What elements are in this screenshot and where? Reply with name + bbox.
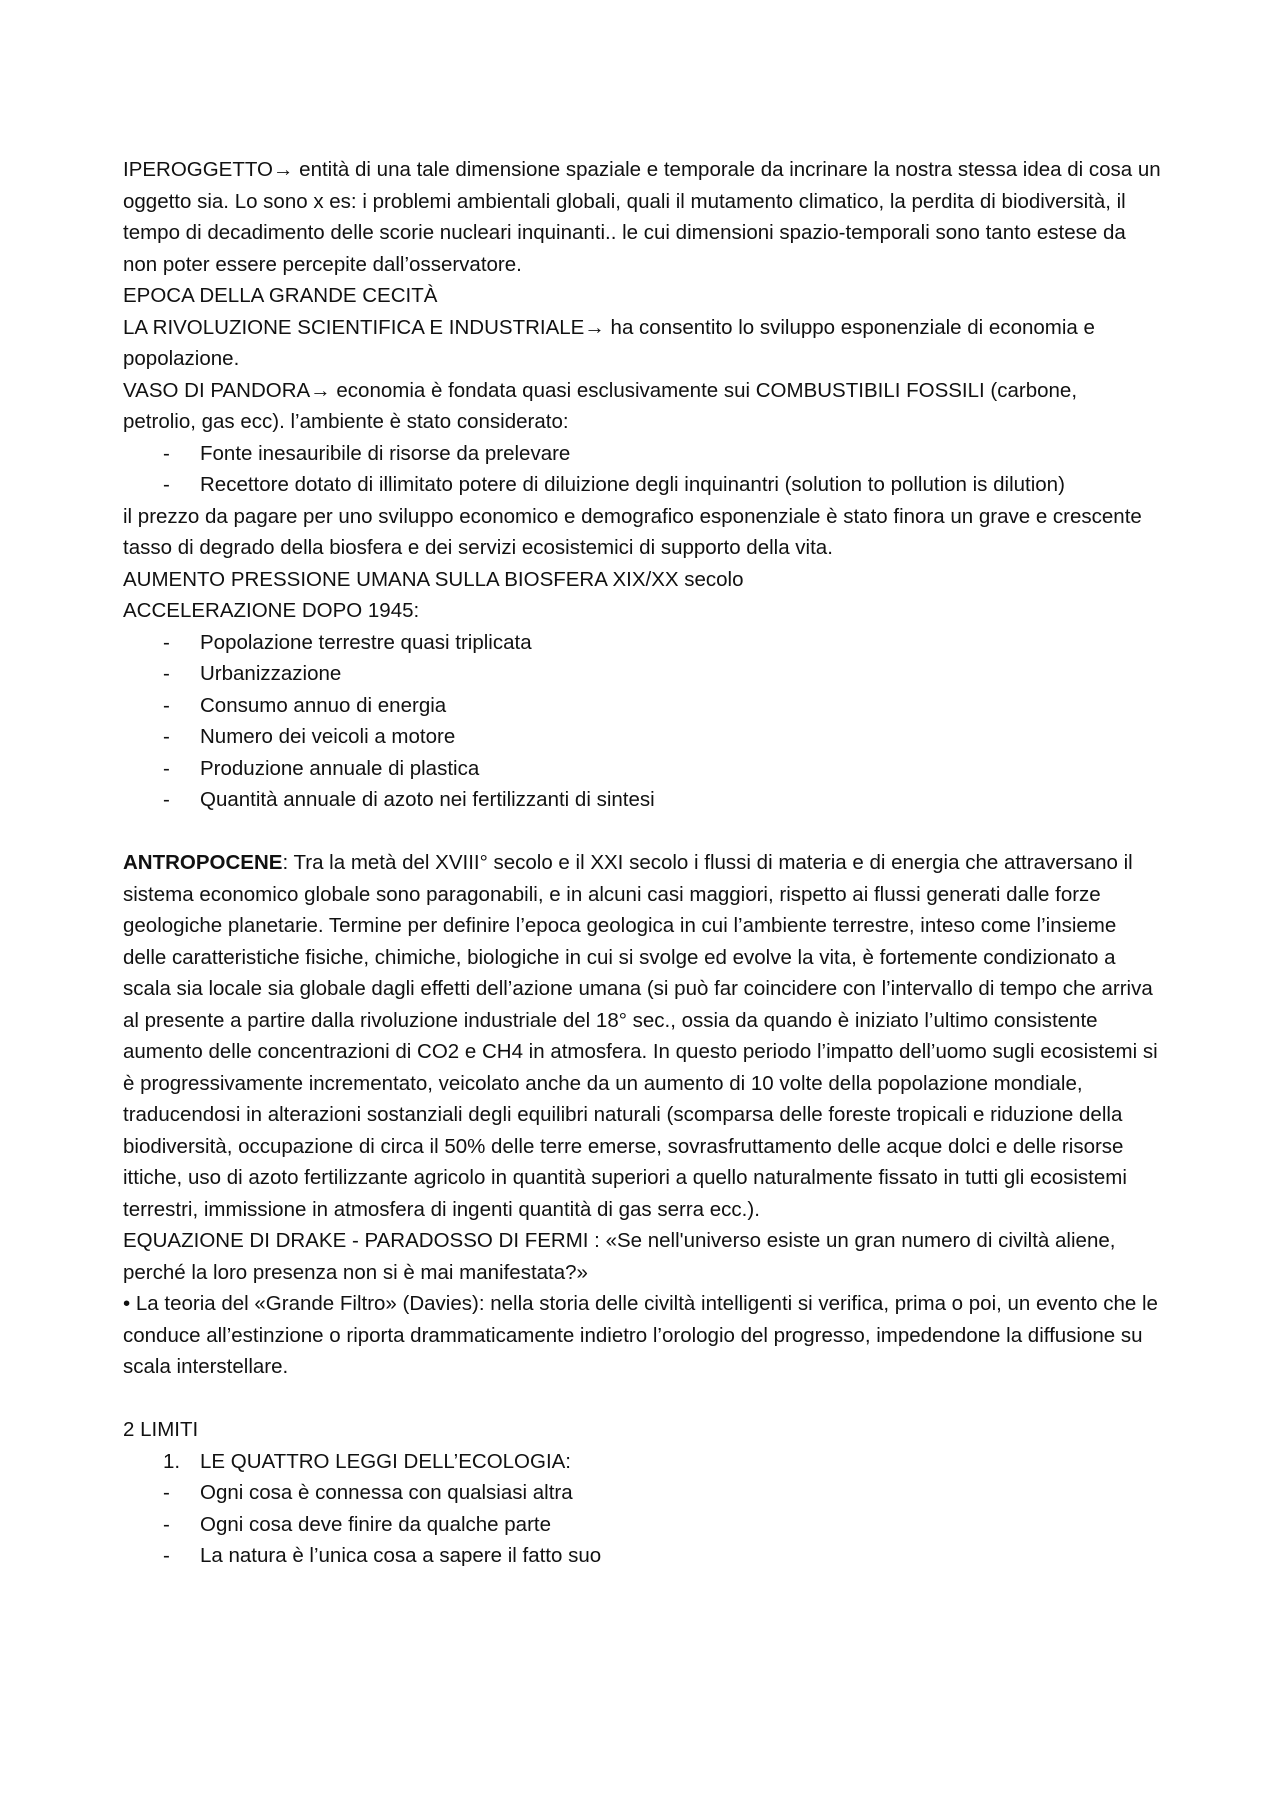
list-item-text: Fonte inesauribile di risorse da prelevare [200,441,571,465]
list-item-text: Ogni cosa deve finire da qualche parte [200,1512,552,1536]
list-item-text: Popolazione terrestre quasi triplicata [200,630,532,654]
paragraph-drake-fermi: EQUAZIONE DI DRAKE - PARADOSSO DI FERMI : «Se nell'universo esiste un gran numero di civiltà aliene, perché la loro presenza non si è mai manifestata?» [123,1229,1116,1284]
paragraph-rivoluzione [123,312,1123,375]
paragraph-iperoggetto [123,154,1163,280]
dash-bullet: - [163,756,170,780]
list-number: 1. [163,1449,181,1473]
list-item [123,438,1163,470]
list-item [123,1509,1163,1541]
list-item-text: LE QUATTRO LEGGI DELL’ECOLOGIA: [200,1449,572,1473]
vaso-pandora-definition: economia è fondata quasi esclusivamente sui COMBUSTIBILI FOSSILI (carbone, petrolio, gas ecc). l’ambiente è stato considerato: [123,378,1078,433]
dash-bullet: - [163,788,170,811]
term-iperoggetto: IPEROGGETTO [123,158,273,181]
numbered-list-item [123,1446,1163,1478]
blank-line [123,1383,1163,1415]
term-vaso-pandora: VASO DI PANDORA [123,378,311,402]
heading-accelerazione: ACCELERAZIONE DOPO 1945: [123,599,420,622]
dash-bullet: - [163,473,170,496]
list-item [123,784,1163,816]
document-body [123,154,1163,1572]
heading-aumento-pressione: AUMENTO PRESSIONE UMANA SULLA BIOSFERA XIX/XX secolo [123,567,744,591]
term-rivoluzione: LA RIVOLUZIONE SCIENTIFICA E INDUSTRIALE [123,315,585,339]
list-item [123,1477,1163,1509]
paragraph-grande-filtro: • La teoria del «Grande Filtro» (Davies): nella storia delle civiltà intelligenti si verifica, prima o poi, un evento che le conduce all’estinzione o riporta drammaticamente indietro l’orologio del progresso, impedendone la diffusione su scala interstellare. [123,1292,1158,1378]
list-item [123,690,1163,722]
paragraph-vaso-pandora [123,375,1123,438]
paragraph-antropocene [123,847,1163,1225]
antropocene-definition: : Tra la metà del XVIII° secolo e il XXI secolo i flussi di materia e di energia che attraversano il sistema economico globale sono paragonabili, e in alcuni casi maggiori, rispetto ai flussi generati dalle forze geologiche planetarie. Termine per definire l’epoca geologica in cui l’ambiente terrestre, inteso come l’insieme delle caratteristiche fisiche, chimiche, biologiche in cui si svolge ed evolve la vita, è fortemente condizionato a scala sia locale sia globale dagli effetti dell’azione umana (si può far coincidere con l’intervallo di tempo che arriva al presente a partire dalla rivoluzione industriale del 18° sec., ossia da quando è iniziato l’ultimo consistente aumento delle concentrazioni di CO2 e CH4 in atmosfera. In questo periodo l’impatto dell’uomo sugli ecosistemi si è progressivamente incrementato, veicolato anche da un aumento di 10 volte della popolazione mondiale, traducendosi in alterazioni sostanziali degli equilibri naturali (scomparsa delle foreste tropicali e riduzione della biodiversità, occupazione di circa il 50% delle terre emerse, sovrasfruttamento delle acque dolci e delle risorse ittiche, uso di azoto fertilizzante agricolo in quantità superiori a quello naturalmente fissato in tutti gli ecosistemi terrestri, immissione in atmosfera di ingenti quantità di gas serra ecc.). [123,851,1158,1221]
dash-bullet: - [163,725,170,748]
dash-bullet: - [163,662,170,685]
heading-limiti: 2 LIMITI [123,1418,199,1441]
iperoggetto-definition: entità di una tale dimensione spaziale e temporale da incrinare la nostra stessa idea di cosa un oggetto sia. Lo sono x es: i problemi ambientali globali, quali il mutamento climatico, la perdita di biodiversità, il tempo di decadimento delle scorie nucleari inquinanti.. le cui dimensioni spazio-temporali sono tanto estese da non poter essere percepite dall’osservatore. [123,158,1161,276]
list-item [123,721,1163,753]
list-item-text: Produzione annuale di plastica [200,756,480,780]
list-item-text: Recettore dotato di illimitato potere di diluizione degli inquinantri (solution to pollution is dilution) [200,473,1065,496]
list-item-text: Consumo annuo di energia [200,693,447,717]
dash-bullet: - [163,1481,170,1504]
list-accelerazione [123,627,1163,816]
list-ambiente [123,438,1163,501]
list-item-text: Quantità annuale di azoto nei fertilizzanti di sintesi [200,788,655,811]
list-item-text: Ogni cosa è connessa con qualsiasi altra [200,1481,573,1504]
dash-bullet: - [163,1544,170,1567]
arrow-icon: → [310,378,331,402]
list-item [123,469,1163,501]
list-item [123,1540,1163,1572]
dash-bullet: - [163,441,170,465]
list-item [123,753,1163,785]
dash-bullet: - [163,693,170,717]
list-item [123,627,1163,659]
paragraph-prezzo: il prezzo da pagare per uno sviluppo economico e demografico esponenziale è stato finora un grave e crescente tasso di degrado della biosfera e dei servizi ecosistemici di supporto della vita. [123,504,1142,559]
dash-bullet: - [163,630,170,654]
arrow-icon: → [584,315,605,339]
list-item-text: La natura è l’unica cosa a sapere il fatto suo [200,1544,602,1567]
term-antropocene: ANTROPOCENE [123,851,283,874]
list-item-text: Urbanizzazione [200,662,342,685]
blank-line [123,816,1163,848]
rivoluzione-definition: ha consentito lo sviluppo esponenziale di economia e popolazione. [123,315,1095,370]
dash-bullet: - [163,1512,170,1536]
list-leggi-ecologia [123,1446,1163,1572]
list-item [123,658,1163,690]
arrow-icon: → [272,158,294,181]
heading-epoca-cecita: EPOCA DELLA GRANDE CECITÀ [123,284,438,307]
list-item-text: Numero dei veicoli a motore [200,725,456,748]
